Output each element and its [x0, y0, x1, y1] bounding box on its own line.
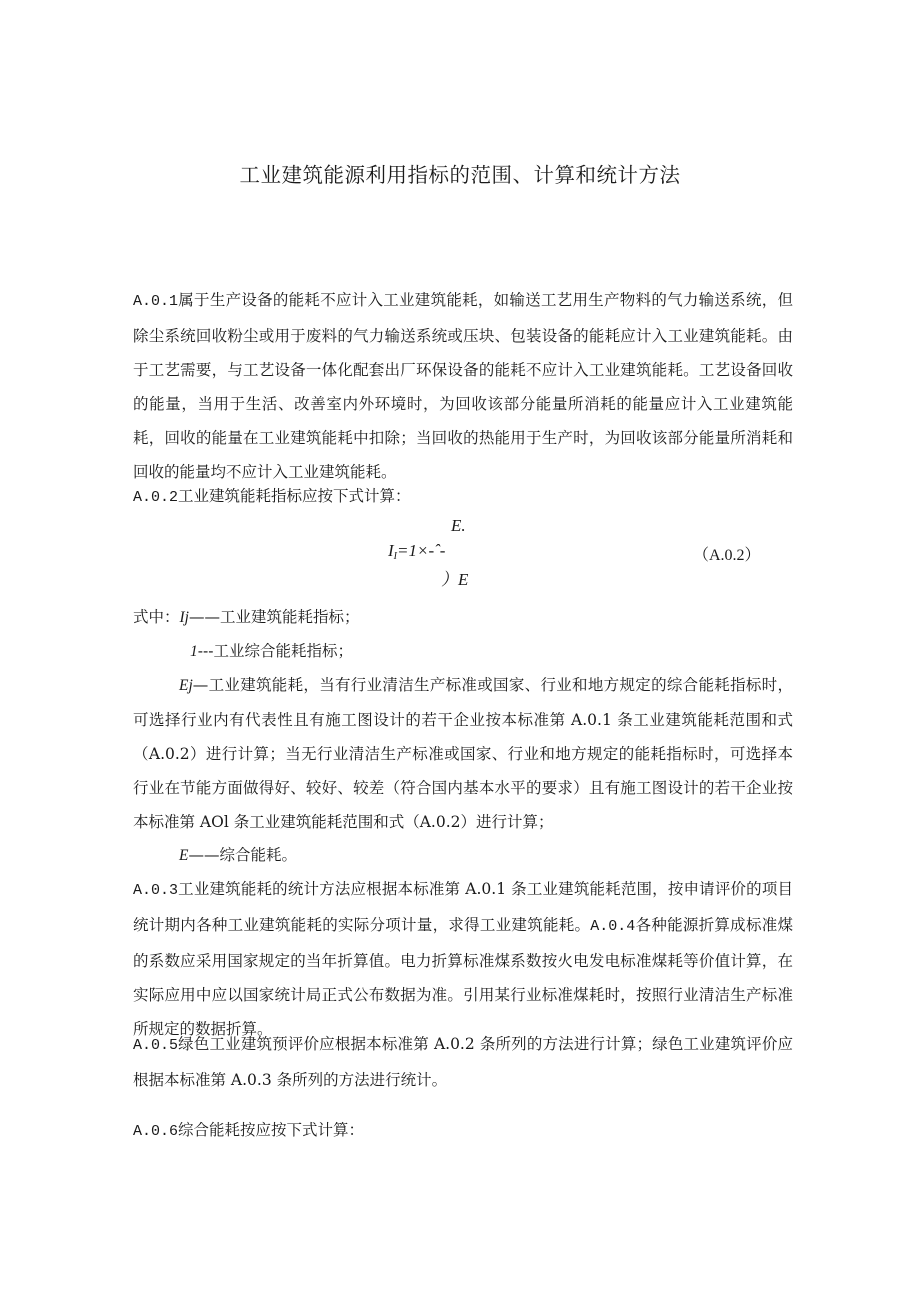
symbol-ej: Ej: [179, 677, 193, 694]
where-item-3: [133, 668, 793, 839]
where-label: 式中：: [133, 608, 180, 626]
clause-text: 工业建筑能耗指标应按下式计算：: [178, 487, 411, 505]
clause-text: 绿色工业建筑预评价应根据本标准第 A.0.2 条所列的方法进行计算；绿色工业建筑评价应根据本标准第 A.0.3 条所列的方法进行统计。: [133, 1035, 793, 1089]
formula-rhs: =1×-ˆ-: [397, 541, 446, 560]
clause-a03-a04: [133, 872, 793, 1046]
clause-number: A.0.6: [133, 1123, 179, 1140]
where-item-4: [179, 838, 297, 873]
clause-a05: [133, 1027, 793, 1097]
formula-lhs-sub: I: [393, 551, 398, 562]
symbol-1: 1: [190, 643, 198, 660]
clause-a01: [133, 283, 793, 489]
formula-numerator: E.: [451, 516, 466, 535]
clause-number: A.0.1: [133, 293, 179, 310]
where-item-1: [133, 600, 360, 635]
clause-a02: [133, 479, 411, 515]
clause-text: 工业建筑能耗的统计方法应根据本标准第 A.0.1 条工业建筑能耗范围，按申请评价的项目统计期内各种工业建筑能耗的实际分项计量，求得工业建筑能耗。: [133, 880, 793, 934]
definition: ---工业综合能耗指标；: [197, 642, 353, 660]
clause-number: A.0.4: [590, 918, 636, 935]
definition: —工业建筑能耗，当有行业清洁生产标准或国家、行业和地方规定的综合能耗指标时，可选择行业内有代表性且有施工图设计的若干企业按本标准第 A.0.1 条工业建筑能耗范围和式（A.0.2）进行计算；当无行业清洁生产标准或国家、行业和地方规定的能耗指标时，可选择本行业在节能方面做得好、较好、较差（符合国内基本水平的要求）且有施工图设计的若干企业按本标准第 AOl 条工业建筑能耗范围和式（A.0.2）进行计算；: [133, 676, 793, 831]
clause-text: 综合能耗按应按下式计算：: [178, 1121, 365, 1139]
formula-lhs: I: [388, 541, 394, 560]
clause-number: A.0.5: [133, 1037, 179, 1054]
formula-main: [388, 541, 445, 562]
symbol-ij: Ij: [179, 609, 189, 626]
page-title: 工业建筑能源利用指标的范围、计算和统计方法: [239, 163, 681, 187]
clause-a06: [133, 1113, 364, 1149]
formula-denominator: ）E: [441, 570, 469, 589]
clause-number: A.0.2: [133, 489, 179, 506]
where-item-2: [190, 634, 353, 669]
symbol-e: E: [179, 847, 189, 864]
equation-number: （A.0.2）: [693, 547, 761, 564]
definition: ——综合能耗。: [188, 846, 297, 864]
definition: ——工业建筑能耗指标；: [188, 608, 360, 626]
clause-text: 属于生产设备的能耗不应计入工业建筑能耗，如输送工艺用生产物料的气力输送系统，但除尘系统回收粉尘或用于废料的气力输送系统或压块、包装设备的能耗应计入工业建筑能耗。由于工艺需要，与工艺设备一体化配套出厂环保设备的能耗不应计入工业建筑能耗。工艺设备回收的能量，当用于生活、改善室内外环境时，为回收该部分能量所消耗的能量应计入工业建筑能耗，回收的能量在工业建筑能耗中扣除；当回收的热能用于生产时，为回收该部分能量所消耗和回收的能量均不应计入工业建筑能耗。: [133, 291, 793, 481]
clause-text: 各种能源折算成标准煤的系数应采用国家规定的当年折算值。电力折算标准煤系数按火电发电标准煤耗等价值计算，在实际应用中应以国家统计局正式公布数据为准。引用某行业标准煤耗时，按照行业清洁生产标准所规定的数据折算。: [133, 916, 793, 1038]
clause-number: A.0.3: [133, 882, 179, 899]
